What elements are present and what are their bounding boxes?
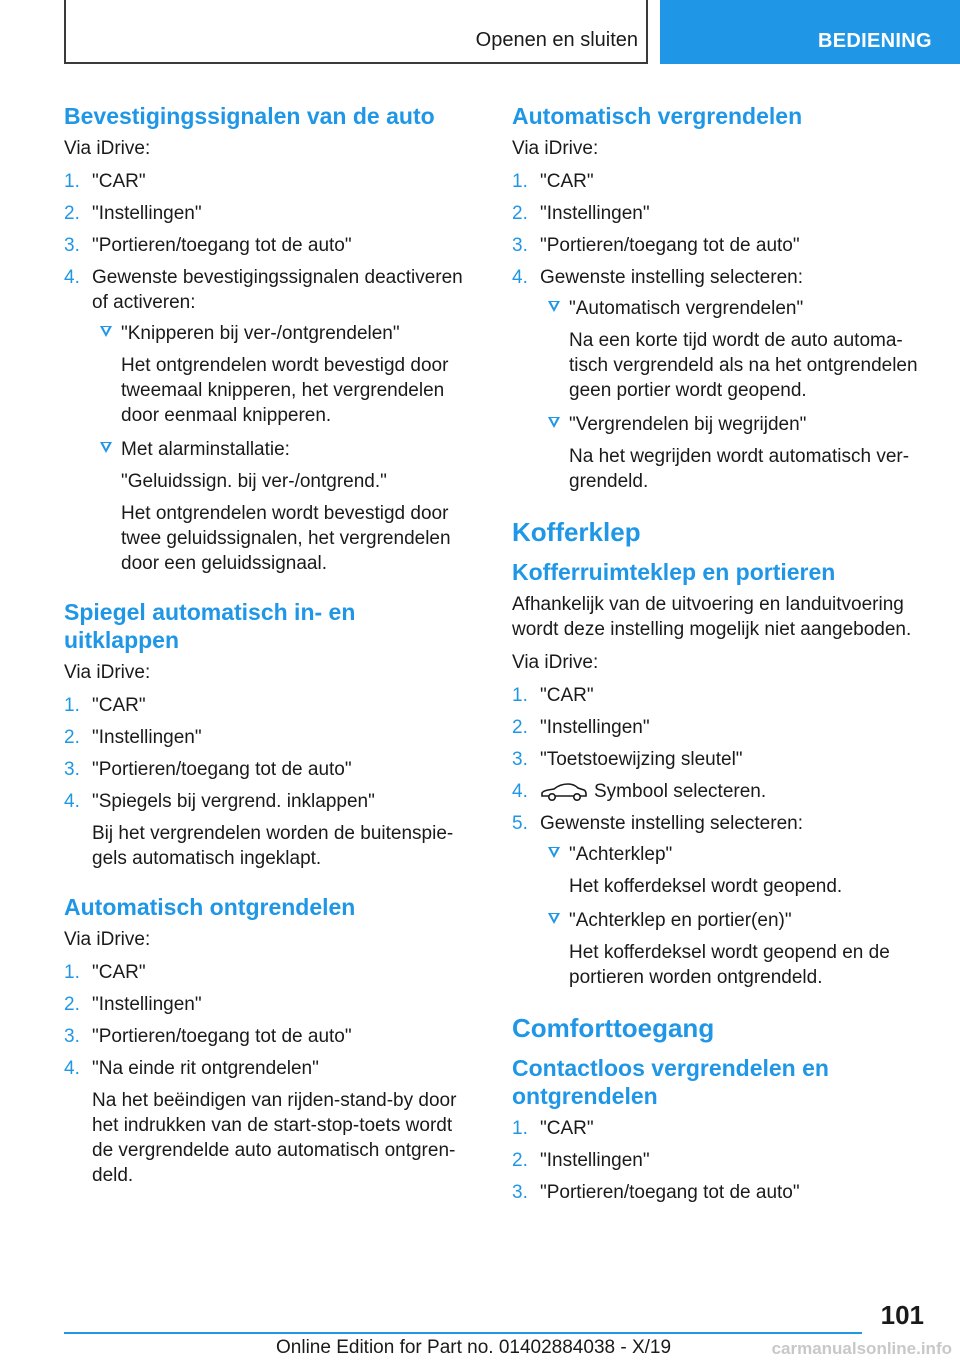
step-text: "CAR" <box>540 685 594 706</box>
footer-edition: Online Edition for Part no. 01402884038 - X/19 <box>276 1337 672 1358</box>
list-item <box>512 747 924 772</box>
step-number: 1. <box>512 685 528 706</box>
step-desc: Bij het vergrendelen worden de buitenspie- gels automatisch ingeklapt. <box>92 823 454 869</box>
section-mirror-folding <box>64 598 468 871</box>
list-item <box>512 1148 924 1173</box>
steps-list <box>64 960 468 1188</box>
section-title: Automatisch ontgrendelen <box>64 894 356 920</box>
step-text: "CAR" <box>92 695 146 716</box>
step-text: "Instellingen" <box>540 1150 650 1171</box>
step-desc: Na het beëindigen van rijden-stand-by door het indrukken van de start-stop-toets wordt de vergrendelde auto automatisch ontgren- deld. <box>92 1090 457 1186</box>
section-contactless-locking <box>512 1054 924 1205</box>
step-number: 1. <box>64 695 80 716</box>
triangle-bullet-icon <box>100 442 112 453</box>
step-number: 4. <box>512 267 528 288</box>
sub-list <box>540 842 924 990</box>
list-item <box>64 169 468 194</box>
steps-list <box>512 683 924 990</box>
sub-item-title: Met alarminstallatie: <box>121 439 290 460</box>
sub-item-title: "Knipperen bij ver-/ontgrendelen" <box>121 323 400 344</box>
list-item <box>64 992 468 1017</box>
step-text: Gewenste instelling selecteren: <box>540 267 803 288</box>
sub-list <box>540 296 924 494</box>
sub-item-title: "Automatisch vergrendelen" <box>569 298 804 319</box>
sub-item-title: "Achterklep en portier(en)" <box>569 910 792 931</box>
sub-item <box>540 296 924 403</box>
right-column <box>512 102 924 1227</box>
triangle-bullet-icon <box>548 301 560 312</box>
list-item <box>512 233 924 258</box>
sub-item <box>92 437 468 576</box>
list-item <box>64 725 468 750</box>
intro-text: Via iDrive: <box>64 929 151 950</box>
sub-item-desc: Het kofferdeksel wordt geopend en de portieren worden ontgrendeld. <box>569 942 890 988</box>
step-number: 2. <box>512 203 528 224</box>
step-number: 1. <box>64 171 80 192</box>
sub-item <box>540 412 924 494</box>
sub-item-desc: Het ontgrendelen wordt bevestigd door tweemaal knipperen, het vergrendelen door eenmaal knipperen. <box>121 355 449 426</box>
triangle-bullet-icon <box>548 913 560 924</box>
footer-divider <box>64 1332 862 1334</box>
step-text: "CAR" <box>92 171 146 192</box>
list-item <box>512 811 924 990</box>
sub-item-title: "Vergrendelen bij wegrijden" <box>569 414 807 435</box>
sub-item-desc: Na een korte tijd wordt de auto automa- tisch vergrendeld als na het ontgrendelen geen portier wordt geopend. <box>569 330 918 401</box>
step-text: "CAR" <box>540 1118 594 1139</box>
chapter-heading-trunk: Kofferklep <box>512 517 641 547</box>
step-text: "Instellingen" <box>540 717 650 738</box>
triangle-bullet-icon <box>548 847 560 858</box>
sub-list <box>92 321 468 576</box>
section-auto-lock <box>512 102 924 494</box>
watermark: carmanualsonline.info <box>771 1339 952 1358</box>
list-item <box>64 1024 468 1049</box>
header-section-title: Openen en sluiten <box>475 29 638 51</box>
list-item <box>64 1056 468 1188</box>
list-item <box>64 960 468 985</box>
list-item <box>512 1180 924 1205</box>
sub-item-title: "Achterklep" <box>569 844 673 865</box>
step-text: "Portieren/toegang tot de auto" <box>92 235 352 256</box>
section-title: Kofferruimteklep en portieren <box>512 559 836 585</box>
car-side-icon <box>540 782 588 802</box>
step-text: "Portieren/toegang tot de auto" <box>92 1026 352 1047</box>
list-item <box>512 779 924 804</box>
sub-item-desc: Na het wegrijden wordt automatisch ver- grendeld. <box>569 446 910 492</box>
section-auto-unlock <box>64 893 468 1188</box>
step-text: Gewenste bevestigingssignalen deactiveren of activeren: <box>92 267 463 313</box>
sub-item-desc: "Geluidssign. bij ver-/ontgrend." <box>121 471 387 492</box>
step-text: "CAR" <box>92 962 146 983</box>
step-number: 3. <box>512 1182 528 1203</box>
step-number: 4. <box>512 781 528 802</box>
step-text: "Portieren/toegang tot de auto" <box>540 1182 800 1203</box>
list-item <box>512 201 924 226</box>
list-item <box>64 201 468 226</box>
step-text: "Portieren/toegang tot de auto" <box>540 235 800 256</box>
list-item <box>64 265 468 576</box>
section-title: Spiegel automatisch in- en uitklappen <box>64 599 356 653</box>
step-number: 3. <box>64 235 80 256</box>
step-number: 2. <box>512 1150 528 1171</box>
step-text: "Instellingen" <box>92 994 202 1015</box>
intro-text: Via iDrive: <box>512 652 599 673</box>
step-text: "Instellingen" <box>92 203 202 224</box>
list-item <box>512 1116 924 1141</box>
step-number: 3. <box>512 235 528 256</box>
intro-text: Via iDrive: <box>512 138 599 159</box>
sub-item <box>540 842 924 899</box>
step-number: 3. <box>64 759 80 780</box>
step-text: "Spiegels bij vergrend. inklappen" <box>92 791 375 812</box>
step-text: "Na einde rit ontgrendelen" <box>92 1058 319 1079</box>
section-title: Automatisch vergrendelen <box>512 103 803 129</box>
step-number: 2. <box>64 994 80 1015</box>
sub-item-desc: Het ontgrendelen wordt bevestigd door twee geluidssignalen, het vergrendelen door een geluidssignaal. <box>121 503 451 574</box>
list-item <box>512 715 924 740</box>
step-text: "Instellingen" <box>92 727 202 748</box>
step-text: "Instellingen" <box>540 203 650 224</box>
triangle-bullet-icon <box>100 326 112 337</box>
page-number: 101 <box>880 1300 924 1330</box>
header-chapter-tab: BEDIENING <box>660 0 960 64</box>
list-item <box>64 693 468 718</box>
left-column <box>64 102 468 1210</box>
step-text: "Toetstoewijzing sleutel" <box>540 749 743 770</box>
triangle-bullet-icon <box>548 417 560 428</box>
step-number: 5. <box>512 813 528 834</box>
step-text: Symbool selecteren. <box>594 781 767 802</box>
steps-list <box>512 1116 924 1205</box>
intro-text: Via iDrive: <box>64 662 151 683</box>
step-number: 4. <box>64 791 80 812</box>
step-number: 1. <box>512 1118 528 1139</box>
step-number: 1. <box>512 171 528 192</box>
note-text: Afhankelijk van de uitvoering en landuitvoering wordt deze instelling mogelijk niet aangeboden. <box>512 594 912 640</box>
step-text: "Portieren/toegang tot de auto" <box>92 759 352 780</box>
steps-list <box>64 169 468 576</box>
intro-text: Via iDrive: <box>64 138 151 159</box>
sub-item <box>540 908 924 990</box>
steps-list <box>64 693 468 871</box>
step-number: 1. <box>64 962 80 983</box>
list-item <box>512 265 924 494</box>
section-title: Contactloos vergrendelen en ontgrendelen <box>512 1055 829 1109</box>
step-number: 4. <box>64 267 80 288</box>
list-item <box>64 789 468 871</box>
step-text: "CAR" <box>540 171 594 192</box>
step-text: Gewenste instelling selecteren: <box>540 813 803 834</box>
section-title: Bevestigingssignalen van de auto <box>64 103 435 129</box>
step-number: 2. <box>64 203 80 224</box>
step-number: 3. <box>512 749 528 770</box>
list-item <box>64 233 468 258</box>
section-trunk-and-doors <box>512 558 924 990</box>
section-confirmation-signals <box>64 102 468 576</box>
chapter-heading-comfort-access: Comforttoegang <box>512 1013 715 1043</box>
step-number: 4. <box>64 1058 80 1079</box>
list-item <box>64 757 468 782</box>
step-number: 2. <box>512 717 528 738</box>
list-item <box>512 169 924 194</box>
step-number: 3. <box>64 1026 80 1047</box>
step-number: 2. <box>64 727 80 748</box>
sub-item-desc: Het kofferdeksel wordt geopend. <box>569 876 843 897</box>
steps-list <box>512 169 924 494</box>
sub-item <box>92 321 468 428</box>
list-item <box>512 683 924 708</box>
